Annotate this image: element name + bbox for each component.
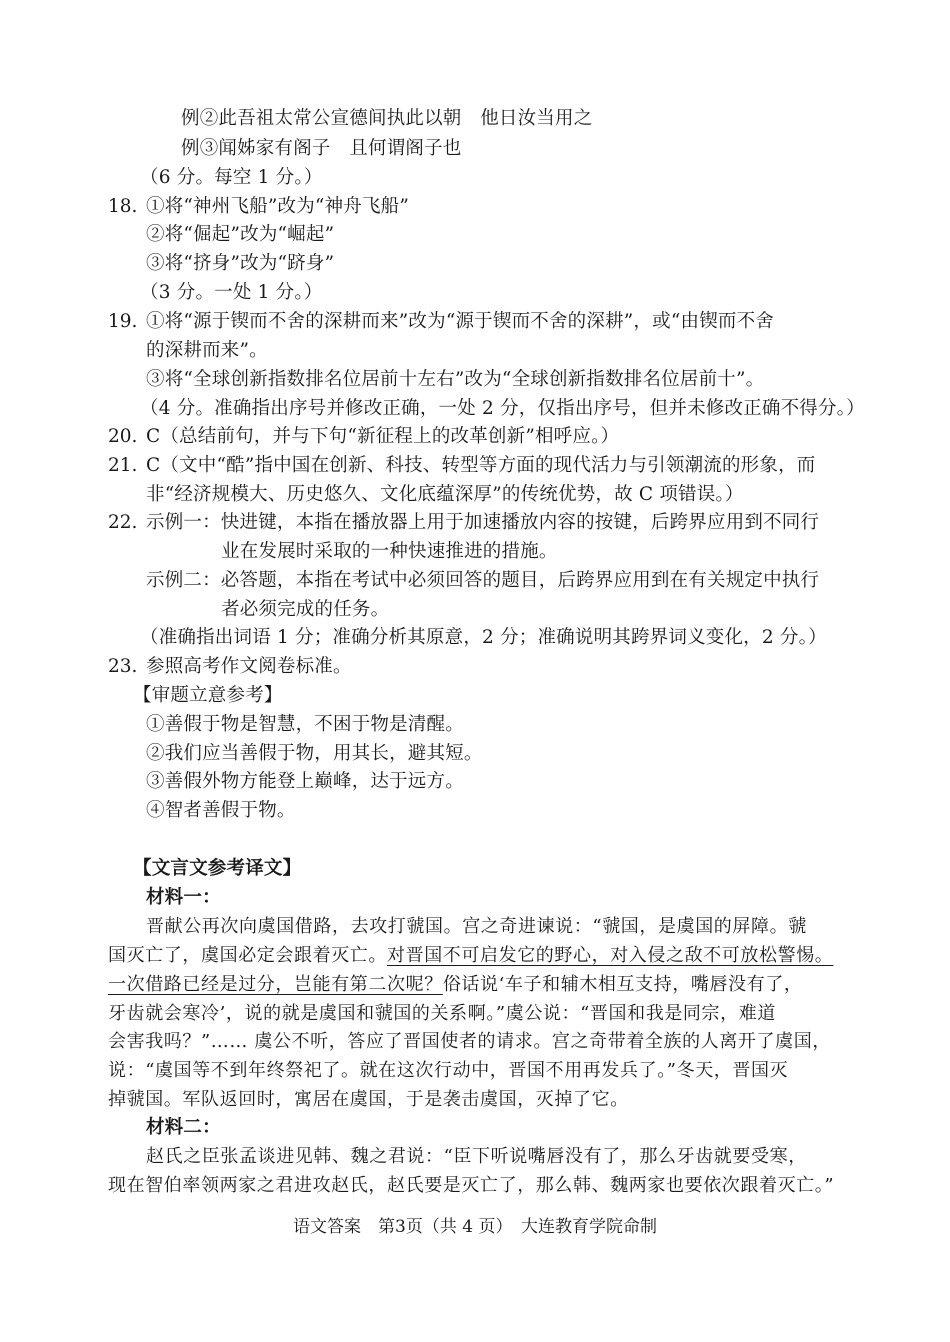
q22-example-1a: 示例一：快进键，本指在播放器上用于加速播放内容的按键，后跨界应用到不同行 [146,512,820,533]
q19-line-2: ③将“全球创新指数排名位居前十左右”改为“全球创新指数排名位居前十”。 [146,369,765,390]
q22-example-2b: 者必须完成的任务。 [221,599,390,620]
material-2-label: 材料二： [146,1117,221,1138]
translation-line-2a: 国灭亡了，虞国必定会跟着灭亡。 [108,945,387,966]
q19-score: （4 分。准确指出序号并修改正确，一处 2 分，仅指出序号，但并未修改正确不得分。） [140,398,865,419]
example-3: 例③闻姊家有阁子 且何谓阁子也 [181,138,462,159]
q21-number: 21. [108,455,138,476]
q18-score: （3 分。一处 1 分。） [140,282,323,303]
q23-number: 23. [108,656,138,677]
q22-score: （准确指出词语 1 分；准确分析其原意，2 分；准确说明其跨界词义变化，2 分。） [140,627,827,648]
translation-line-4: 牙齿就会寒冷’，说的就是虞国和虢国的关系啊。”虞公说：“晋国和我是同宗，难道 [108,1003,776,1024]
q23-heading: 【审题立意参考】 [133,685,283,706]
q18-line-1: ①将“神州飞船”改为“神舟飞船” [146,196,410,217]
translation-line-6: 说：“虞国等不到年终祭祀了。就在这次行动中，晋国不用再发兵了。”冬天，晋国灭 [108,1060,789,1081]
translation-underlined-2: 一次借路已经是过分，岂能有第二次呢？ [108,974,443,995]
translation-line-9: 现在智伯率领两家之君进攻赵氏，赵氏要是灭亡了，那么韩、魏两家也要依次跟着灭亡。” [108,1175,835,1196]
example-2: 例②此吾祖太常公宣德间执此以朝 他日汝当用之 [181,108,593,129]
q19-number: 19. [108,311,138,332]
translation-underlined-1: 对晋国不可启发它的野心，对入侵之敌不可放松警惕。 [387,945,834,966]
q21-line-1: C（文中“酷”指中国在创新、科技、转型等方面的现代活力与引领潮流的形象，而 [146,455,816,476]
q18-line-2: ②将“倔起”改为“崛起” [146,224,335,245]
q20-line-1: C（总结前句，并与下句“新征程上的改革创新”相呼应。） [146,426,620,447]
translation-line-3 [108,970,803,1000]
q22-number: 22. [108,512,138,533]
page-footer: 语文答案 第3页（共 4 页） 大连教育学院命制 [293,1217,657,1237]
q23-line-1: 参照高考作文阅卷标准。 [146,656,352,677]
q19-line-1: ①将“源于锲而不舍的深耕而来”改为“源于锲而不舍的深耕”，或“由锲而不舍 [146,311,774,332]
translation-line-3b: 俗话说‘车子和辅木相互支持，嘴唇没有了， [442,974,803,995]
q21-line-2: 非“经济规模大、历史悠久、文化底蕴深厚”的传统优势，故 C 项错误。） [146,484,744,505]
material-1-label: 材料一： [146,887,221,908]
q19-line-1b: 的深耕而来”。 [146,340,268,361]
q22-example-1b: 业在发展时采取的一种快速推进的措施。 [221,541,558,562]
translation-line-8: 赵氏之臣张孟谈进见韩、魏之君说：“臣下听说嘴唇没有了，那么牙齿就要受寒， [146,1146,807,1167]
q23-point-2: ②我们应当善假于物，用其长，避其短。 [146,743,483,764]
examples-score: （6 分。每空 1 分。） [140,167,323,188]
translation-heading: 【文言文参考译文】 [133,858,302,879]
q23-point-3: ③善假外物方能登上巅峰，达于远方。 [146,771,464,792]
q18-number: 18. [108,196,138,217]
translation-line-2 [108,941,833,971]
translation-line-1: 晋献公再次向虞国借路，去攻打虢国。宫之奇进谏说：“虢国，是虞国的屏障。虢 [146,916,807,937]
q18-line-3: ③将“挤身”改为“跻身” [146,253,335,274]
translation-line-7: 掉虢国。军队返回时，寓居在虞国，于是袭击虞国，灭掉了它。 [108,1089,629,1110]
q23-point-1: ①善假于物是智慧，不困于物是清醒。 [146,714,464,735]
q22-example-2a: 示例二：必答题，本指在考试中必须回答的题目，后跨界应用到在有关规定中执行 [146,570,820,591]
q23-point-4: ④智者善假于物。 [146,800,296,821]
translation-line-5: 会害我吗？”…… 虞公不听，答应了晋国使者的请求。宫之奇带着全族的人离开了虞国， [108,1031,831,1052]
q20-number: 20. [108,426,138,447]
